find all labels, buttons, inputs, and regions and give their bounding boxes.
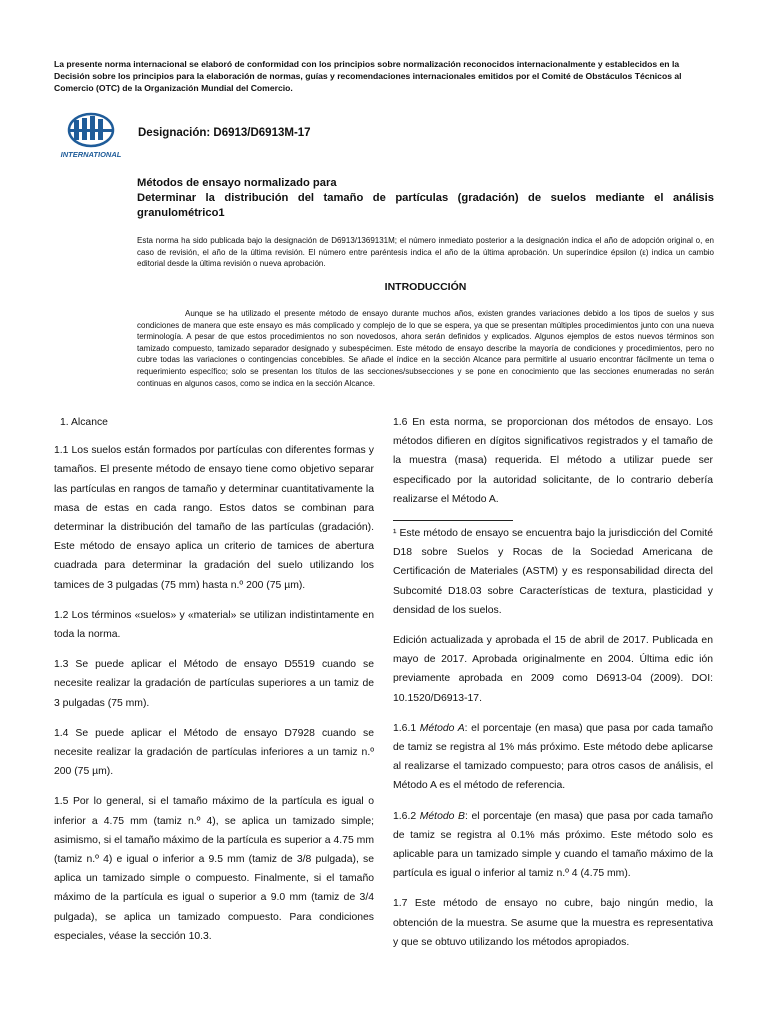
- paragraph-1-6-1: [393, 719, 713, 796]
- paragraph-1-6-2-number: 1.6.2: [393, 810, 417, 822]
- astm-logo: [56, 110, 126, 160]
- paragraph-1-6-2-text: : el porcentaje (en masa) que pasa por cada tamaño de tamiz se registra al 0.1% más próximo. Este método solo es aplicable para un tamizado simple y cuando el tamaño máximo de la partícula es igual o inferior al tamiz n.º 4 (4.75 mm).: [393, 810, 713, 880]
- paragraph-1-6-1-number: 1.6.1: [393, 722, 417, 734]
- paragraph-1-7: 1.7 Este método de ensayo no cubre, bajo ningún medio, la obtención de la muestra. Se asume que la muestra es representativa y que se obtuvo utilizando los métodos apropiados.: [393, 898, 713, 948]
- wto-notice: La presente norma internacional se elaboró de conformidad con los principios sobre normalización reconocidos internacionalmente y establecidos en la Decisión sobre los principios para la elaboración de normas, guías y recomendaciones internacionales emitidos por el Comité de Obstáculos Técnicos al Comercio (OTC) de la Organización Mundial del Comercio.: [54, 59, 682, 93]
- left-column: [54, 413, 374, 957]
- method-b-term: Método B: [419, 810, 465, 822]
- paragraph-1-6: 1.6 En esta norma, se proporcionan dos métodos de ensayo. Los métodos difieren en dígitos significativos registrados y el tamaño de la muestra (masa) requerida. El método a utilizar puede ser especificado por la autoridad solicitante, de lo contrario debería realizarse el Método A.: [393, 417, 713, 505]
- right-column: [393, 413, 713, 963]
- paragraph-1-2: 1.2 Los términos «suelos» y «material» se utilizan indistintamente en toda la norma.: [54, 609, 374, 641]
- publication-note: Esta norma ha sido publicada bajo la designación de D6913/1369131M; el número inmediato posterior a la designación indica el año de adopción original o, en caso de revisión, el año de la última revisión. El número entre paréntesis indica el año de la última aprobación. Un superíndice épsilon (ε) indica un cambio editorial desde la última revisión o nueva aprobación.: [137, 236, 714, 268]
- footnote-1: ¹ Este método de ensayo se encuentra bajo la jurisdicción del Comité D18 sobre Suelos y Rocas de la Sociedad Americana de Certificación de Materiales (ASTM) y es responsabilidad directa del Subcomité D18.03 sobre Características de textura, plasticidad y densidad de los suelos.: [393, 528, 713, 616]
- edition-note: Edición actualizada y aprobada el 15 de abril de 2017. Publicada en mayo de 2017. Aprobada originalmente en 2004. Última edic ión previamente aprobada en 2009 como D6913-04 (2009). DOI: 10.1520/D6913-17.: [393, 635, 713, 704]
- title-line-3: granulométrico1: [137, 207, 225, 219]
- paragraph-1-5: 1.5 Por lo general, si el tamaño máximo de la partícula es igual o inferior a 4.75 mm (tamiz n.º 4), se aplica un tamizado simple; asimismo, si el tamaño máximo de la partícula es superior a 4.75 mm (tamiz n.º 4) e igual o inferior a 9.5 mm (tamiz de 3/8 pulgada), se aplica un tamizado simple o compuesto. Finalmente, si el tamaño máximo de la partícula es igual o superior a 9.0 mm (tamiz de 3/4 pulgada), se aplica un tamizado compuesto. Para condiciones especiales, véase la sección 10.3.: [54, 796, 374, 942]
- paragraph-1-6-2: [393, 807, 713, 884]
- paragraph-1-1: 1.1 Los suelos están formados por partículas con diferentes formas y tamaños. El presente método de ensayo tiene como objetivo separar las partículas en rangos de tamaño y determinar cuantitativamente la masa de estas en cada rango. Estos datos se combinan para determinar la distribución del tamaño de las partículas (gradación). Este método de ensayo aplica un criterio de tamices de abertura cuadrada para determinar la gradación del suelo utilizando los tamices de 3 pulgadas (75 mm) hasta n.º 200 (75 µm).: [54, 445, 374, 591]
- paragraph-1-4: 1.4 Se puede aplicar el Método de ensayo D7928 cuando se necesite realizar la gradación de partículas inferiores a un tamiz n.º 200 (75 µm).: [54, 727, 374, 778]
- title-line-1: Métodos de ensayo normalizado para: [137, 177, 337, 189]
- paragraph-1-3: 1.3 Se puede aplicar el Método de ensayo D5519 cuando se necesite realizar la gradación de partículas superiores a un tamiz de 3 pulgadas (75 mm).: [54, 659, 374, 709]
- section-alcance-heading: 1. Alcance: [60, 417, 108, 428]
- document-title: [137, 176, 714, 221]
- footnote-rule: [393, 520, 513, 521]
- introduction-heading: INTRODUCCIÓN: [384, 281, 467, 293]
- method-a-term: Método A: [419, 722, 465, 734]
- designation: Designación: D6913/D6913M-17: [138, 127, 311, 139]
- introduction-text: Aunque se ha utilizado el presente método de ensayo durante muchos años, existen grandes variaciones debido a los tipos de suelos y sus condiciones de manera que este ensayo es más complicado y complejo de lo que se espera, ya que se presentan múltiples procedimientos junto con una nueva terminología. A pesar de que estos procedimientos no son novedosos, ahora serán definidos y explicados. Algunos ejemplos de estos nuevos términos son tamizado compuesto, tamizado separador designado y subespécimen. Este método de ensayo describe la mayoría de condiciones y procedimientos, pero no cubre todas las variaciones o contingencias concebibles. Se añade el índice en la sección Alcance para permitirle al usuario encontrar fácilmente un tema o requerimiento específico; solo se presentan los títulos de las secciones/subsecciones y se pone en conocimiento que las secciones enumeradas no serán continuas en algunos casos, como se indica en la sección Alcance.: [137, 309, 714, 388]
- title-line-2: Determinar la distribución del tamaño de partículas (gradación) de suelos mediante el análisis: [137, 192, 714, 204]
- logo-text: INTERNATIONAL: [60, 150, 122, 159]
- paragraph-1-6-1-text: : el porcentaje (en masa) que pasa por cada tamaño de tamiz se registra al 1% más próximo. Este método debe aplicarse al realizarse el tamizado compuesto; para otros casos de análisis, el Método A es el método de referencia.: [393, 722, 713, 792]
